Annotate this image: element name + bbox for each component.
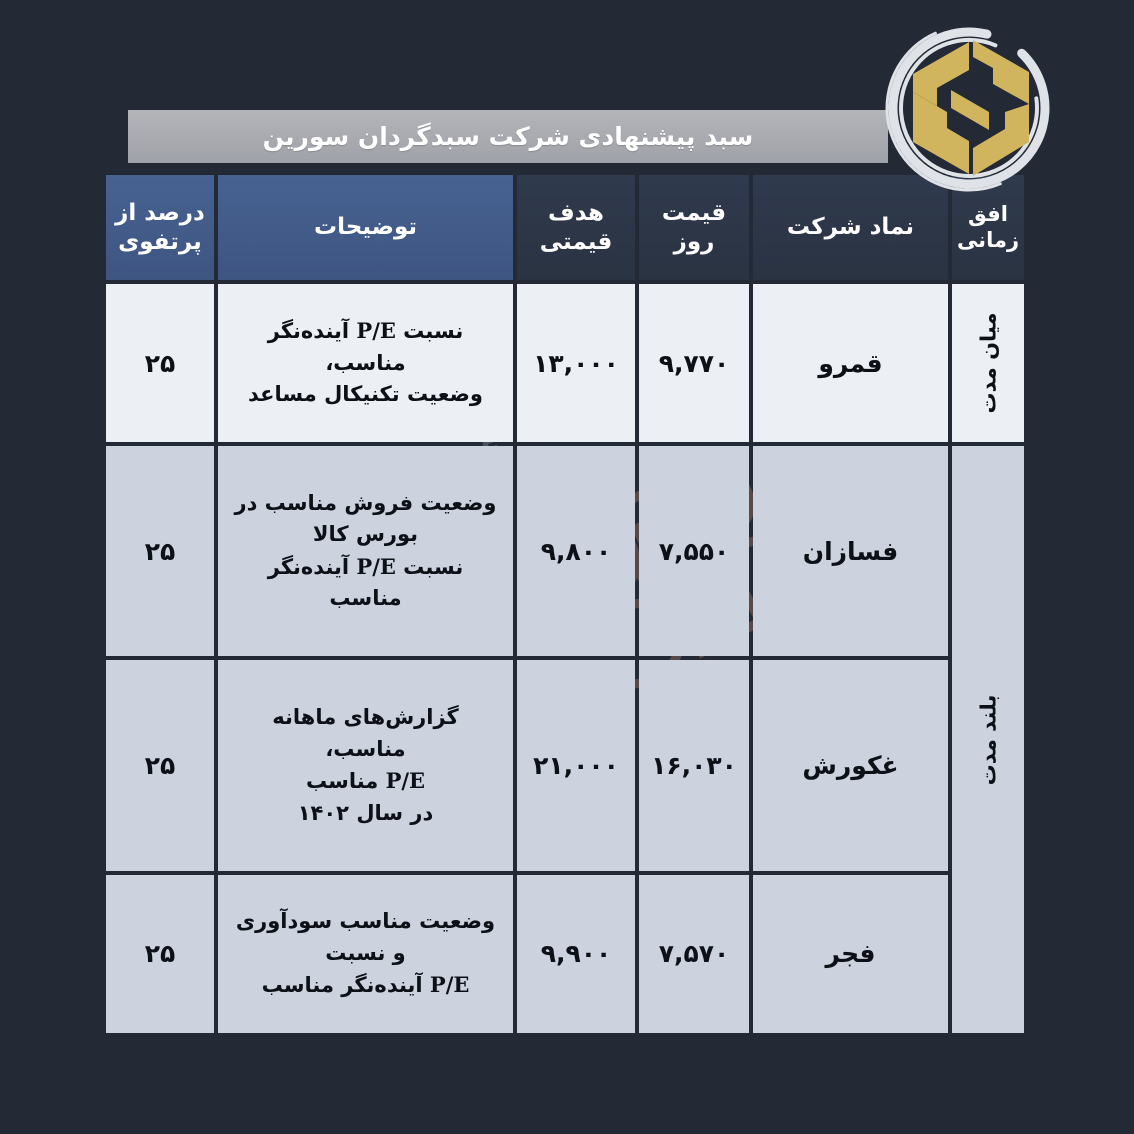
portfolio-table	[102, 171, 1028, 1037]
symbol-cell: فسازان	[753, 446, 948, 656]
column-header-percent: درصد از پرتفوی	[106, 175, 214, 280]
horizon-label: میان مدت	[976, 312, 1000, 414]
horizon-cell-medium-term	[952, 284, 1024, 442]
description-cell: نسبت P/E آینده‌نگر مناسب، وضعیت تکنیکال مساعد	[218, 284, 513, 442]
logo-hexagon-s-mark	[911, 40, 1029, 176]
price-cell: ۷,۵۵۰	[639, 446, 749, 656]
page-title-bar	[128, 110, 888, 163]
column-header-target: هدف قیمتی	[517, 175, 635, 280]
price-cell: ۷,۵۷۰	[639, 875, 749, 1033]
symbol-cell: غکورش	[753, 660, 948, 870]
table-row	[106, 446, 1024, 656]
column-header-symbol: نماد شرکت	[753, 175, 948, 280]
column-header-description: توضیحات	[218, 175, 513, 280]
percent-cell: ۲۵	[106, 660, 214, 870]
percent-cell: ۲۵	[106, 284, 214, 442]
percent-cell: ۲۵	[106, 446, 214, 656]
symbol-cell: قمرو	[753, 284, 948, 442]
percent-cell: ۲۵	[106, 875, 214, 1033]
horizon-label: بلند مدت	[976, 694, 1000, 785]
portfolio-table-container	[115, 171, 1028, 1037]
price-cell: ۹,۷۷۰	[639, 284, 749, 442]
target-cell: ۹,۹۰۰	[517, 875, 635, 1033]
table-row	[106, 284, 1024, 442]
page-title: سبد پیشنهادی شرکت سبدگردان سورین	[262, 122, 754, 151]
table-row	[106, 875, 1024, 1033]
description-cell: وضعیت مناسب سودآوری و نسبت P/E آینده‌نگر مناسب	[218, 875, 513, 1033]
price-cell: ۱۶,۰۳۰	[639, 660, 749, 870]
table-row	[106, 660, 1024, 870]
column-header-price: قیمت روز	[639, 175, 749, 280]
target-cell: ۱۳,۰۰۰	[517, 284, 635, 442]
column-header-horizon: افق زمانی	[952, 175, 1024, 280]
company-logo	[877, 16, 1062, 201]
description-cell: گزارش‌های ماهانه مناسب، P/E مناسب در سال ۱۴۰۲	[218, 660, 513, 870]
symbol-cell: فجر	[753, 875, 948, 1033]
table-body	[106, 284, 1024, 1033]
target-cell: ۲۱,۰۰۰	[517, 660, 635, 870]
description-cell: وضعیت فروش مناسب در بورس کالا نسبت P/E آینده‌نگر مناسب	[218, 446, 513, 656]
target-cell: ۹,۸۰۰	[517, 446, 635, 656]
horizon-cell-long-term	[952, 446, 1024, 1033]
